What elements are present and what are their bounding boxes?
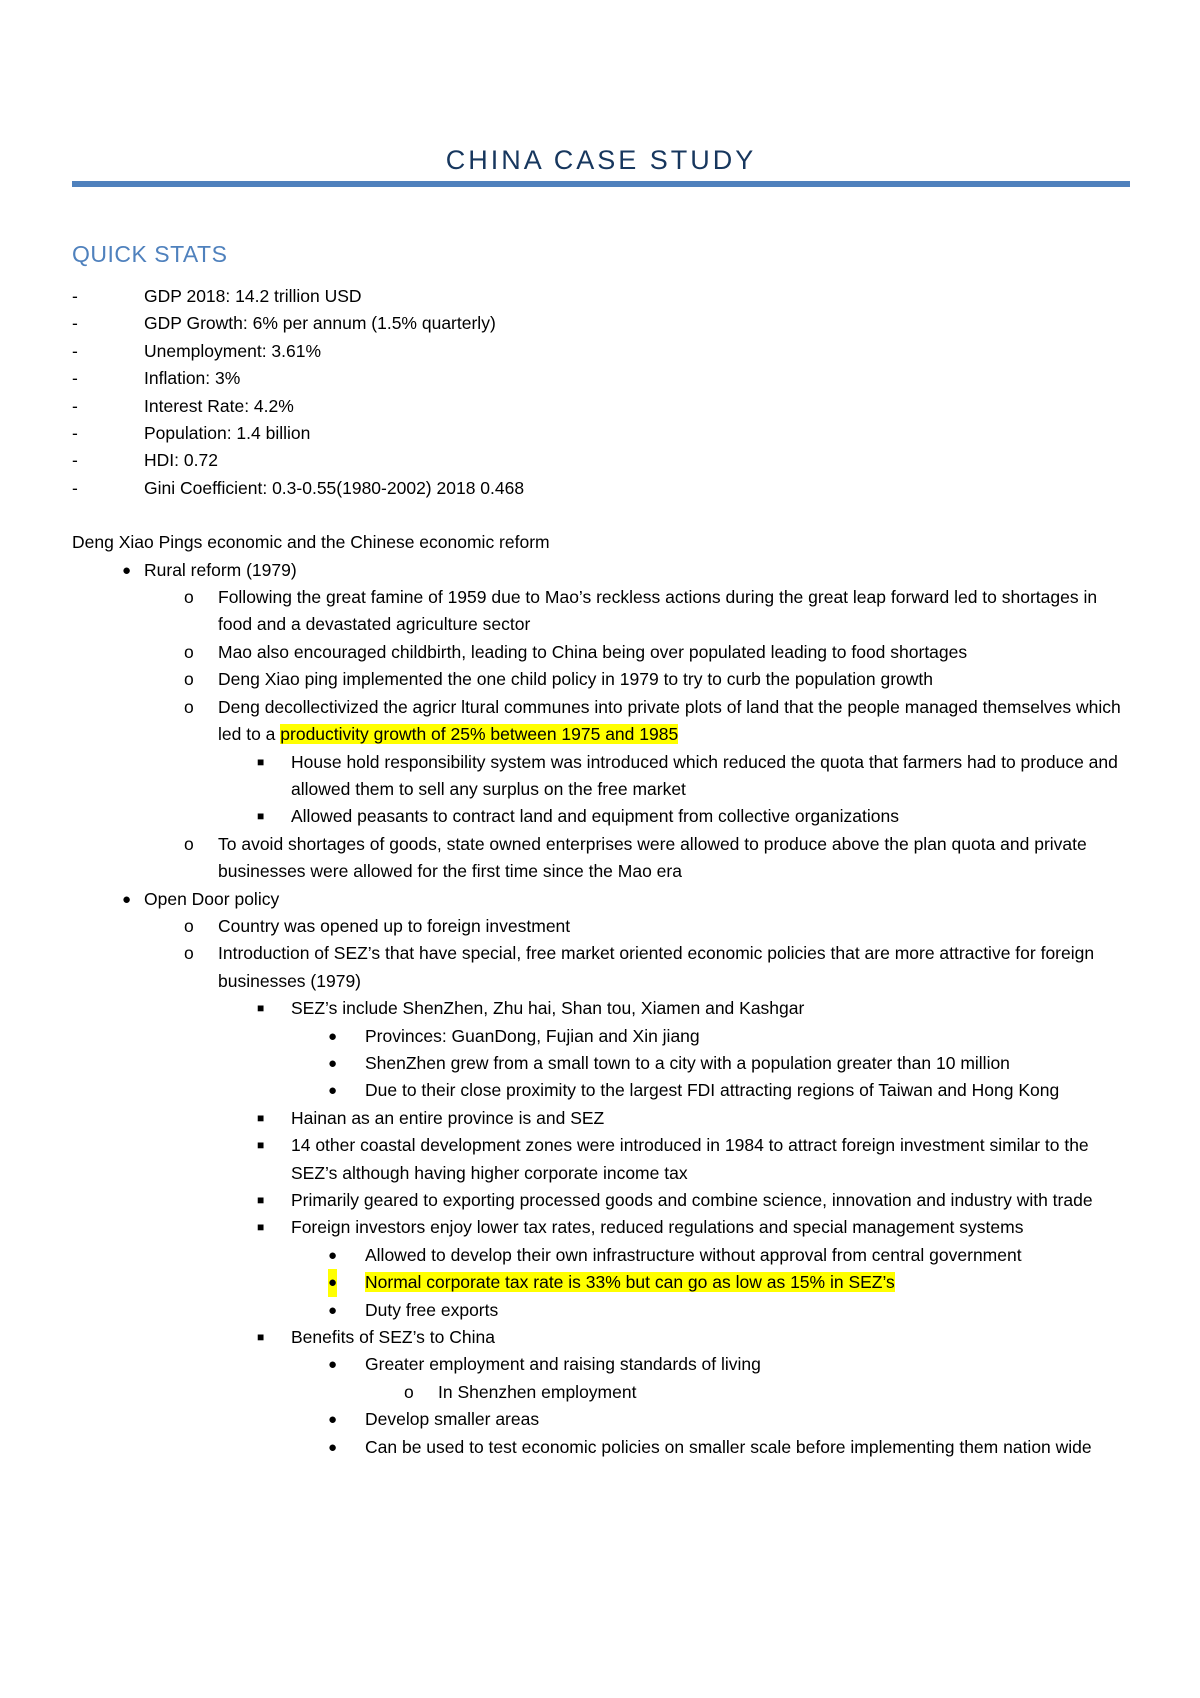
stat-item: - Population: 1.4 billion (72, 420, 1132, 447)
highlighted-text: productivity growth of 25% between 1975 and 1985 (280, 724, 679, 745)
bullet-icon: ● (328, 1301, 338, 1319)
list-item: o Country was opened up to foreign investment (72, 913, 1132, 940)
list-item: ■ Foreign investors enjoy lower tax rates, reduced regulations and special management systems (72, 1214, 1132, 1241)
list-item: ■ Allowed peasants to contract land and equipment from collective organizations (72, 803, 1132, 830)
stat-item: - HDI: 0.72 (72, 447, 1132, 474)
circle-bullet-icon: o (184, 669, 194, 690)
square-bullet-icon: ■ (257, 1110, 265, 1125)
circle-bullet-icon: o (184, 587, 194, 608)
list-item (72, 1269, 1132, 1296)
bullet-icon: ● (328, 1082, 338, 1100)
list-item: ● ShenZhen grew from a small town to a city with a population greater than 10 million (72, 1050, 1132, 1077)
square-bullet-icon: ■ (257, 1220, 265, 1235)
bullet-icon: ● (328, 1027, 338, 1045)
square-bullet-icon: ■ (257, 1193, 265, 1207)
stat-item: - Inflation: 3% (72, 365, 1132, 392)
document-title: CHINA CASE STUDY (445, 145, 757, 175)
list-item: ● Allowed to develop their own infrastructure without approval from central government (72, 1242, 1132, 1269)
reform-intro: Deng Xiao Pings economic and the Chinese economic reform (72, 532, 550, 553)
bullet-icon: ● (328, 1246, 338, 1264)
dash-marker: - (72, 313, 78, 334)
list-item: ● Rural reform (1979) (72, 557, 1132, 584)
list-item: o Following the great famine of 1959 due to Mao’s reckless actions during the great leap forward led to shortages in food and a devastated agriculture sector (72, 584, 1132, 639)
circle-bullet-icon: o (184, 943, 194, 964)
bullet-icon: ● (122, 890, 132, 908)
bullet-icon: ● (328, 1269, 337, 1296)
list-item: ● Greater employment and raising standards of living (72, 1351, 1132, 1378)
list-item: ■ Primarily geared to exporting processed goods and combine science, innovation and industry with trade (72, 1187, 1132, 1214)
bullet-icon: ● (328, 1054, 338, 1072)
list-item: ● Open Door policy (72, 886, 1132, 913)
stat-item: - GDP 2018: 14.2 trillion USD (72, 283, 1132, 310)
list-item: ■ House hold responsibility system was introduced which reduced the quota that farmers had to produce and allowed them to sell any surplus on the free market (72, 749, 1132, 804)
circle-bullet-icon: o (184, 833, 194, 854)
list-item: o Introduction of SEZ’s that have special, free market oriented economic policies that are more attractive for foreign businesses (1979) (72, 940, 1132, 995)
stat-item: - Interest Rate: 4.2% (72, 393, 1132, 420)
list-item: ● Duty free exports (72, 1297, 1132, 1324)
list-item: ■ 14 other coastal development zones were introduced in 1984 to attract foreign investment similar to the SEZ’s although having higher corporate income tax (72, 1132, 1132, 1187)
square-bullet-icon: ■ (257, 809, 265, 824)
dash-marker: - (72, 450, 78, 471)
list-item: o To avoid shortages of goods, state owned enterprises were allowed to produce above the plan quota and private businesses were allowed for the first time since the Mao era (72, 831, 1132, 886)
paragraph-spacer (72, 502, 1132, 529)
list-item: o Mao also encouraged childbirth, leading to China being over populated leading to food shortages (72, 639, 1132, 666)
stat-item: - Gini Coefficient: 0.3-0.55(1980-2002) 2018 0.468 (72, 475, 1132, 502)
list-item: ● Provinces: GuanDong, Fujian and Xin jiang (72, 1023, 1132, 1050)
circle-bullet-icon: o (184, 696, 194, 717)
list-item: ■ Hainan as an entire province is and SEZ (72, 1105, 1132, 1132)
document-body (72, 283, 1132, 1461)
bullet-icon: ● (328, 1411, 338, 1429)
bullet-icon: ● (328, 1356, 338, 1374)
list-item: ● Develop smaller areas (72, 1406, 1132, 1433)
square-bullet-icon: ■ (257, 1330, 265, 1345)
stat-item: - GDP Growth: 6% per annum (1.5% quarterly) (72, 310, 1132, 337)
list-item: o Deng decollectivized the agricr ltural communes into private plots of land that the people managed themselves which led to a productivity growth of 25% between 1975 and 1985 (72, 694, 1132, 749)
stat-item: - Unemployment: 3.61% (72, 338, 1132, 365)
dash-marker: - (72, 340, 78, 361)
square-bullet-icon: ■ (257, 1001, 265, 1016)
dash-marker: - (72, 395, 78, 416)
list-item: o Deng Xiao ping implemented the one child policy in 1979 to try to curb the population growth (72, 666, 1132, 693)
list-item: ● Due to their close proximity to the largest FDI attracting regions of Taiwan and Hong Kong (72, 1077, 1132, 1104)
circle-bullet-icon: o (404, 1381, 414, 1402)
square-bullet-icon: ■ (257, 1138, 265, 1153)
bullet-icon: ● (328, 1438, 338, 1456)
dash-marker: - (72, 477, 78, 498)
dash-marker: - (72, 368, 78, 389)
quick-stats-list (72, 283, 1132, 502)
title-underline (72, 181, 1130, 187)
list-item: o In Shenzhen employment (72, 1379, 1132, 1406)
quick-stats-heading: QUICK STATS (72, 241, 228, 267)
dash-marker: - (72, 423, 78, 444)
dash-marker: - (72, 286, 78, 306)
list-item: ■ Benefits of SEZ’s to China (72, 1324, 1132, 1351)
list-item: ■ SEZ’s include ShenZhen, Zhu hai, Shan tou, Xiamen and Kashgar (72, 995, 1132, 1022)
list-item: ● Can be used to test economic policies on smaller scale before implementing them nation wide (72, 1434, 1132, 1461)
bullet-icon: ● (122, 561, 132, 579)
square-bullet-icon: ■ (257, 754, 265, 769)
circle-bullet-icon: o (184, 915, 194, 936)
highlighted-text: Normal corporate tax rate is 33% but can go as low as 15% in SEZ’s (365, 1272, 895, 1293)
circle-bullet-icon: o (184, 641, 194, 662)
